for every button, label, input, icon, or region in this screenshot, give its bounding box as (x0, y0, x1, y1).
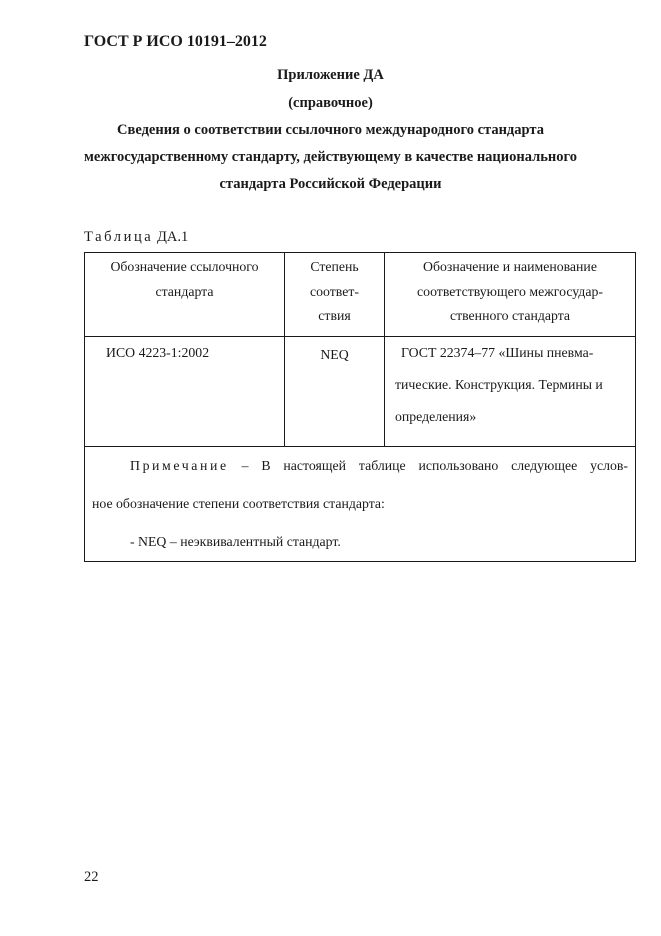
note-line-1 (92, 447, 628, 485)
header-text: стандарта (155, 283, 214, 299)
header-cell-national (385, 253, 636, 337)
reference-standard-cell (85, 337, 285, 447)
annex-heading-line-3: стандарта Российской Федерации (219, 176, 442, 192)
header-text: Обозначение и наименование (423, 259, 597, 274)
correspondence-table (84, 252, 636, 562)
page-number: 22 (84, 869, 99, 885)
table-header-row (85, 253, 636, 337)
note-cell (85, 447, 636, 562)
degree-cell (285, 337, 385, 447)
table-caption-word: Таблица (84, 229, 154, 245)
national-standard-line: определения» (395, 409, 477, 424)
header-text: ствия (318, 308, 351, 323)
annex-title: Приложение ДА (277, 67, 384, 83)
header-text: ственного стандарта (449, 308, 571, 323)
annex-status: (справочное) (288, 95, 373, 111)
degree-value: NEQ (320, 347, 349, 362)
header-cell-reference (85, 253, 285, 337)
table-row (85, 337, 636, 447)
header-text: Степень (310, 259, 359, 274)
header-cell-degree (285, 253, 385, 337)
document-header: ГОСТ Р ИСО 10191–2012 (84, 33, 267, 50)
annex-heading-line-1: Сведения о соответствии ссылочного международного стандарта (117, 122, 544, 138)
national-standard-line: ГОСТ 22374–77 «Шины пневма- (401, 345, 594, 360)
note-line-3: - NEQ – неэквивалентный стандарт. (130, 534, 341, 549)
national-standard-line: тические. Конструкция. Термины и (395, 377, 603, 392)
header-text: соответствующего межгосудар- (417, 283, 603, 299)
note-text: – В настоящей таблице использовано следующее услов- (241, 458, 628, 473)
header-text: Обозначение ссылочного (110, 259, 259, 274)
national-standard-cell (385, 337, 636, 447)
table-caption-number: ДА.1 (156, 229, 189, 245)
note-label: Примечание (130, 458, 229, 473)
reference-standard: ИСО 4223-1:2002 (106, 345, 210, 360)
note-line-2: ное обозначение степени соответствия стандарта: (92, 496, 385, 511)
table-caption (84, 229, 188, 246)
note-row (85, 447, 636, 562)
header-text: соответ- (310, 283, 359, 299)
annex-heading-line-2: межгосударственному стандарту, действующему в качестве национального (83, 149, 578, 165)
